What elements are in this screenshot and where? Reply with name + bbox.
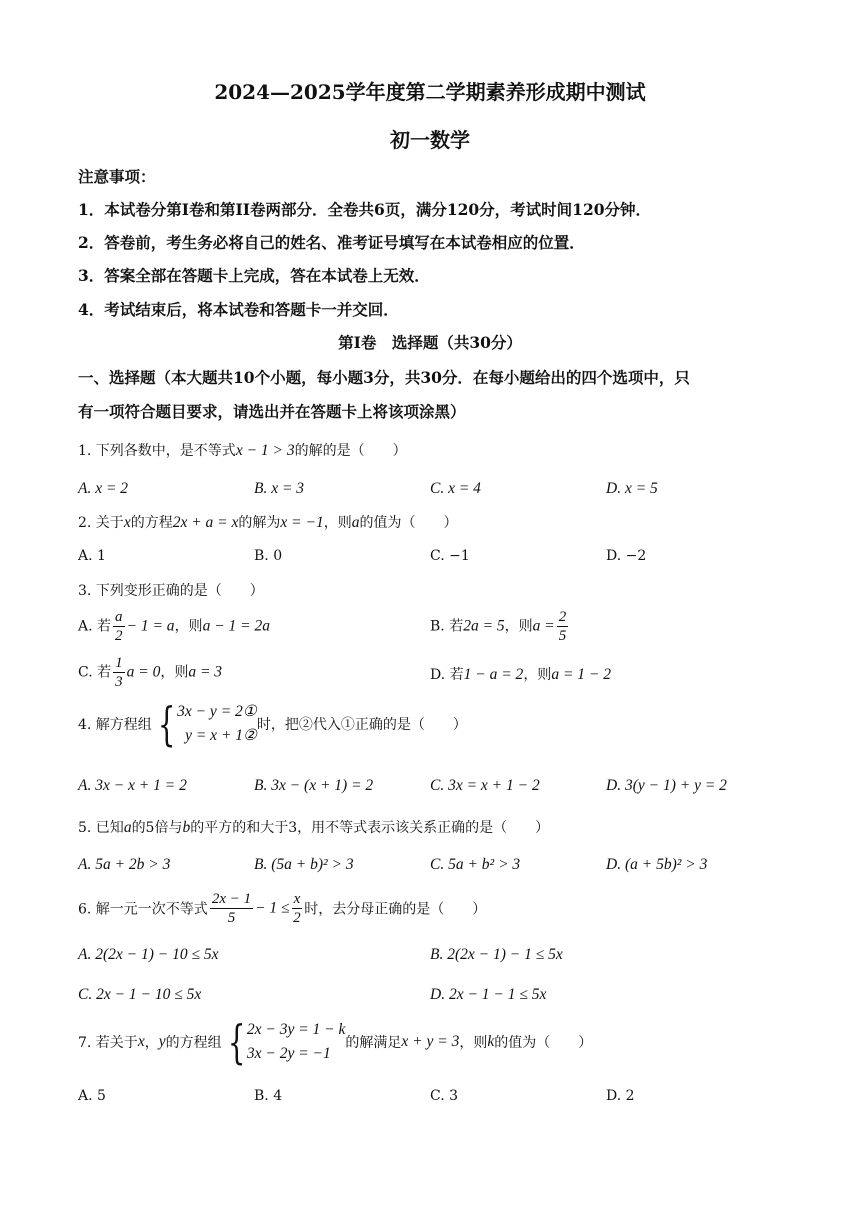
denominator: 3 (115, 674, 123, 690)
math-var: x (137, 1033, 145, 1050)
math-expr: − 1 = a (126, 617, 175, 635)
notice-item: 4．考试结束后，将本试卷和答题卡一并交回． (78, 300, 399, 319)
question-7-option-d: D. 2 (606, 1088, 635, 1104)
math-expr: a = (532, 617, 555, 635)
stem-text: 的解为 (238, 515, 281, 531)
equation: 3x − y = 2① (177, 703, 257, 720)
equation-system (177, 700, 257, 748)
stem-text: 的平方的和大于3，用不等式表示该关系正确的是（ ） (190, 820, 550, 836)
question-6-stem (78, 890, 486, 927)
numerator: 2 (558, 609, 567, 625)
math-expr: 2x + a = x (172, 514, 239, 531)
question-1-stem (78, 440, 407, 460)
exam-subject: 初一数学 (390, 128, 470, 152)
fraction (292, 890, 303, 927)
question-2-option-c: C. −1 (430, 548, 470, 564)
math-expr: x + y = 3 (401, 1033, 460, 1050)
question-5-option-b: B. (5a + b)² > 3 (254, 856, 354, 873)
option-text: ，则 (523, 667, 552, 683)
stem-text: 时，去分母正确的是（ ） (304, 901, 487, 918)
fraction (113, 608, 125, 645)
math-expr: 2a = 5 (463, 617, 505, 635)
math-expr: a − 1 = 2a (202, 617, 270, 635)
question-4-option-c: C. 3x = x + 1 − 2 (430, 777, 540, 794)
question-4-option-a: A. 3x − x + 1 = 2 (78, 777, 187, 794)
part-title: 第I卷 选择题（共30分） (338, 333, 522, 352)
equation: y = x + 1② (185, 727, 257, 744)
question-2-option-b: B. 0 (254, 548, 283, 564)
question-7-option-a: A. 5 (78, 1088, 106, 1104)
option-text: B. 若 (430, 618, 464, 635)
section-instruction: 一、选择题（本大题共10个小题，每小题3分，共30分．在每小题给出的四个选项中，只 (78, 368, 690, 387)
question-7-option-c: C. 3 (430, 1088, 459, 1104)
question-2-stem (78, 512, 457, 532)
math-expr: a = 3 (188, 663, 223, 681)
stem-text: 的值为（ ） (359, 515, 458, 531)
question-7-stem (78, 1015, 593, 1069)
question-2-option-a: A. 1 (78, 548, 106, 564)
stem-text: ，则 (459, 1035, 488, 1051)
denominator: 5 (227, 910, 236, 926)
notice-item: 2．答卷前，考生务必将自己的姓名、准考证号填写在本试卷相应的位置． (78, 233, 585, 252)
math-var: y (158, 1033, 166, 1050)
math-expr: − 1 ≤ (255, 899, 290, 917)
stem-text: 时，把②代入①正确的是（ ） (256, 717, 467, 733)
question-3-option-c (78, 654, 222, 691)
math-var: a (351, 514, 360, 531)
question-3-option-a (78, 608, 270, 645)
option-text: ，则 (504, 618, 533, 635)
equation: 2x − 3y = 1 − k (246, 1021, 346, 1038)
math-var: x (123, 514, 131, 531)
stem-text: 的值为（ ） (494, 1035, 593, 1051)
stem-text: 的解的是（ ） (294, 443, 407, 459)
math-expr: a = 1 − 2 (551, 666, 611, 683)
option-text: D. 若 (430, 667, 464, 683)
question-5-stem (78, 817, 549, 837)
stem-text: 的5倍与 (131, 820, 183, 836)
question-2-option-d: D. −2 (606, 548, 647, 564)
question-5-option-a: A. 5a + 2b > 3 (78, 856, 171, 873)
section-instruction: 有一项符合题目要求，请选出并在答题卡上将该项涂黑） (78, 402, 466, 421)
exam-title: 2024—2025学年度第二学期素养形成期中测试 (214, 80, 646, 104)
question-5-option-c: C. 5a + b² > 3 (430, 856, 521, 873)
question-3-option-b (430, 608, 570, 645)
math-expr: 1 − a = 2 (463, 666, 524, 683)
stem-text: 2. 关于 (78, 515, 124, 531)
question-7-option-b: B. 4 (254, 1088, 283, 1104)
stem-text: ， (144, 1035, 159, 1051)
denominator: 2 (293, 910, 301, 926)
notice-heading: 注意事项： (78, 167, 156, 186)
stem-text: 4. 解方程组 (78, 717, 152, 733)
numerator: 1 (115, 655, 123, 671)
question-4-option-b: B. 3x − (x + 1) = 2 (254, 777, 374, 794)
stem-text: 6. 解一元一次不等式 (78, 901, 208, 918)
notice-item: 3．答案全部在答题卡上完成，答在本试卷上无效． (78, 266, 430, 285)
numerator: 2x − 1 (211, 891, 252, 907)
brace-symbol: { (227, 1015, 246, 1069)
stem-text: 5. 已知 (78, 820, 124, 836)
brace-symbol: { (157, 697, 176, 751)
option-text: ，则 (174, 618, 203, 635)
fraction (113, 654, 125, 691)
equation: 3x − 2y = −1 (246, 1045, 331, 1062)
notice-item: 1．本试卷分第I卷和第II卷两部分．全卷共6页，满分120分，考试时间120分钟． (78, 200, 652, 219)
math-var: b (182, 819, 191, 836)
question-3-stem: 3. 下列变形正确的是（ ） (78, 583, 264, 599)
numerator: x (293, 891, 301, 907)
equation-system (247, 1018, 346, 1066)
fraction (210, 890, 253, 927)
question-1-option-a: A. x = 2 (78, 480, 129, 497)
math-expr: x − 1 > 3 (235, 442, 295, 459)
stem-text: 1. 下列各数中，是不等式 (78, 443, 236, 459)
question-6-option-c: C. 2x − 1 − 10 ≤ 5x (78, 986, 202, 1003)
stem-text: 的解满足 (345, 1035, 402, 1051)
question-6-option-d: D. 2x − 1 − 1 ≤ 5x (430, 986, 547, 1003)
question-4-option-d: D. 3(y − 1) + y = 2 (606, 777, 727, 794)
math-expr: a = 0 (126, 663, 161, 681)
stem-text: 的方程组 (165, 1035, 222, 1051)
option-text: C. 若 (78, 664, 112, 681)
denominator: 2 (115, 628, 123, 644)
question-1-option-c: C. x = 4 (430, 480, 481, 497)
stem-text: 7. 若关于 (78, 1035, 138, 1051)
option-text: A. 若 (78, 618, 112, 635)
question-6-option-b: B. 2(2x − 1) − 1 ≤ 5x (430, 946, 563, 963)
question-3-option-d (430, 664, 611, 684)
question-1-option-d: D. x = 5 (606, 480, 658, 497)
fraction (557, 608, 569, 645)
math-expr: x = −1 (280, 514, 324, 531)
question-4-stem (78, 697, 467, 751)
question-5-option-d: D. (a + 5b)² > 3 (606, 856, 708, 873)
numerator: a (115, 609, 123, 625)
denominator: 5 (558, 628, 567, 644)
math-var: k (487, 1033, 495, 1050)
stem-text: ，则 (323, 515, 352, 531)
stem-text: 的方程 (130, 515, 173, 531)
question-6-option-a: A. 2(2x − 1) − 10 ≤ 5x (78, 946, 219, 963)
option-text: ，则 (160, 664, 189, 681)
math-var: a (123, 819, 132, 836)
question-1-option-b: B. x = 3 (254, 480, 305, 497)
